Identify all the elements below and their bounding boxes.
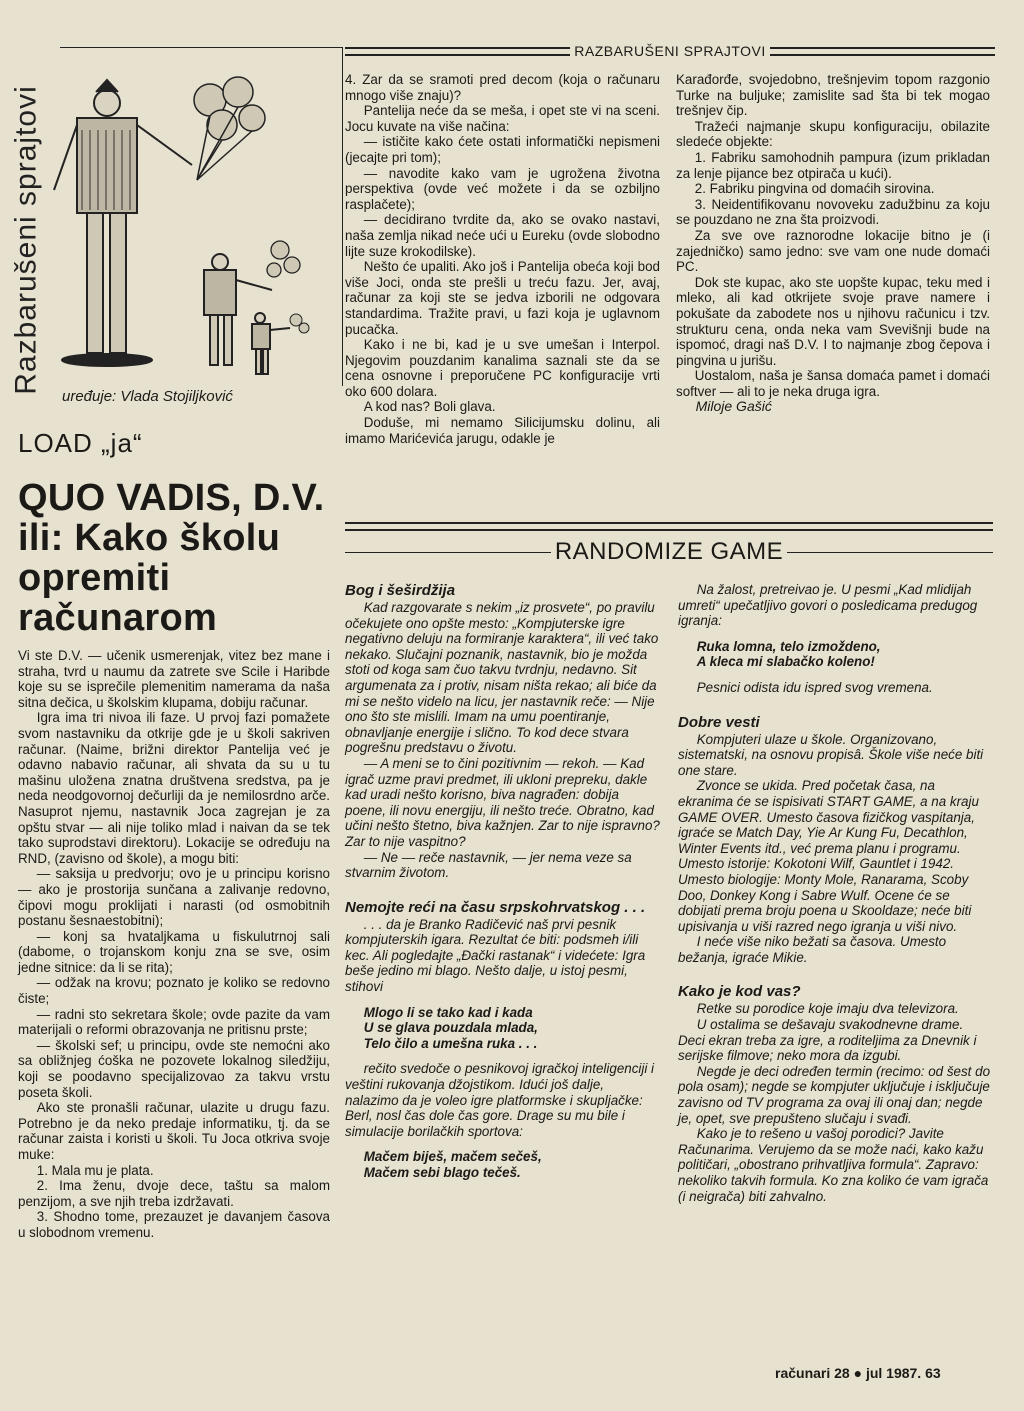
page-footer: računari 28 ● jul 1987. 63 (775, 1365, 941, 1381)
paragraph: Dok ste kupac, ako ste uopšte kupac, teku med i mleko, ali kad otkrijete svoje prave namere i pokušate da zabodete nos u njihovu računicu i tzv. strukturu cena, onda neka vam Svevišnji bude na ispomoć, dragi naš D.V. I to najmanje zbog čepova i pingvina u jurišu. (676, 274, 990, 368)
paragraph: Pantelija neće da se meša, i opet ste vi na sceni. Jocu kuvate na više načina: (345, 103, 660, 134)
paragraph: Retke su porodice koje imaju dva televizora. (696, 1001, 959, 1017)
column-title: LOAD „ja“ (18, 428, 143, 458)
paragraph: — ističite kako ćete ostati informatički nepismeni (jecajte pri tom); (345, 134, 660, 165)
paragraph: — A meni se to čini pozitivnim — rekoh. — Kad igrač uzme pravi predmet, ili ukloni prepreku, dakle kad uradi nešto korisno, biva nagrađen: dobija poene, ili novu energiju, ili nešto treće. Obratno, kad učini nešto štetno, biva kažnjen. Zar to nije ispravno? Zar to nije vaspitno? (345, 755, 660, 849)
double-rule (345, 47, 570, 56)
subheading: Bog i šeširdžija (345, 582, 456, 599)
article-title (18, 478, 338, 638)
article-column-right (676, 72, 990, 415)
title-line: računarom (18, 597, 218, 639)
editor-credit: uređuje: Vlada Stojiljković (62, 388, 233, 405)
paragraph: Ako ste pronašli računar, ulazite u drugu fazu. Potrebno je da neko predaje informatiku, tj. da se računar zaista i koristi u školi. Tu Joca otkriva svoje muke: (18, 1100, 330, 1162)
poem-line: Mlogo li se tako kad i kada (363, 1004, 533, 1020)
paragraph: Pesnici odista idu ispred svog vremena. (696, 679, 933, 695)
poem-line: A kleca mi slabačko koleno! (696, 654, 875, 670)
poem-line: Telo čilo a umešna ruka . . . (363, 1035, 538, 1051)
paragraph: 2. Ima ženu, dvoje dece, taštu sa malom penzijom, a sve njih treba izdržavati. (18, 1178, 330, 1209)
randomize-column-right (678, 582, 990, 1204)
side-section-title: Razbarušeni sprajtovi (10, 85, 44, 395)
header-line (345, 552, 551, 553)
title-line: opremiti (18, 557, 171, 599)
poem-line: U se glava pouzdala mlada, (363, 1020, 538, 1036)
paragraph: A kod nas? Boli glava. (363, 399, 496, 415)
poem-line: Ruka lomna, telo izmoždeno, (696, 638, 881, 654)
article-column-left (18, 648, 330, 1241)
title-line: ili: Kako školu (18, 517, 281, 559)
paragraph: Negde je deci određen termin (recimo: od šest do pola osam); negde se kompjuter uključuje i isključuje zavisno od TV programa za ovaj ili onaj dan; negde je, opet, sve prepušteno slučaju i svađi. (678, 1063, 991, 1126)
subheading: Nemojte reći na času srpskohrvatskog . . . (345, 898, 646, 916)
paragraph: Vi ste D.V. — učenik usmerenjak, vitez bez mane i straha, tvrd u naumu da zatrete sve Scile i Haribde koje su se isprečile plemenitim namerama da naša sitna dečica, u školskim klupama, dobiju računar. (18, 648, 330, 710)
poem-line: Mačem biješ, mačem sečeš, (363, 1149, 542, 1165)
double-rule (770, 47, 995, 56)
paragraph: Kako i ne bi, kad je u sve umešan i Interpol. Njegovim pouzdanim kanalima saznali ste da se cena osnovne i preporučene PC konfiguracije vrti oko 600 dolara. (345, 337, 660, 399)
paragraph: 2. Fabriku pingvina od domaćih sirovina. (694, 181, 935, 197)
paragraph: Na žalost, pretreivao je. U pesmi „Kad mlidijah umreti“ upečatljivo govori o posledicama predugog igranja: (678, 582, 978, 629)
paragraph: — školski sef; u principu, ovde ste nemoćni ako sa obližnjeg ćoška ne pozovete lokalnog siledžiju, koji se poodavno specijalizovao za takvu vrstu poseta školi. (18, 1037, 330, 1100)
paragraph: — odžak na krovu; poznato je koliko se redovno čiste; (18, 975, 330, 1007)
paragraph: . . . da je Branko Radičević naš prvi pesnik kompjuterskih igara. Rezultat će biti: podsmeh i/ili kec. Ali pogledajte „Đački rastanak“ i videćete: Igra beše jedino mi blago. Nešto dalje, u istoj pesmi, stihovi (345, 916, 646, 995)
paragraph: 3. Neidentifikovanu novoveku zadužbinu za koju se pouzdano ne zna šta proizvodi. (676, 196, 990, 228)
header-line (787, 552, 993, 553)
randomize-column-left (345, 582, 660, 1181)
paragraph: — konj sa hvataljkama u fiskulutrnoj sali (dabome, o trojanskom konju zna se sve, osim jedne sitnice: da li se rita); (18, 928, 330, 975)
paragraph: Doduše, mi nemamo Silicijumsku dolinu, ali imamo Marićevića jarugu, odakle je (345, 415, 660, 446)
paragraph: U ostalima se dešavaju svakodnevne drame. Deci ekran treba za igre, a roditeljima za Dnevnik i serijske filmove; neko mora da izgubi. (678, 1017, 977, 1064)
author-signature: Miloje Gašić (695, 398, 772, 415)
paragraph: — navodite kako vam je ugrožena životna perspektiva (ovde već možete i da se ozbiljno rasplačete); (345, 165, 660, 212)
paragraph: — Ne — reče nastavnik, — jer nema veze sa stvarnim životom. (345, 849, 632, 881)
article-column-middle (345, 72, 660, 446)
paragraph: Zvonce se ukida. Pred početak časa, na ekranima će se ispisivati START GAME, a na kraju GAME OVER. Umesto časova fizičkog vaspitanja, igraće se Match Day, Yie Ar Kung Fu, Decathlon, Winter Events itd., već prema planu i programu. Umesto istorije: Kokotoni Wilf, Gauntlet i 1942. Umesto biologije: Monty Mole, Ranarama, Scoby Doo, Donkey Kong i Sabre Wulf. Ocene će se dobijati prema broju poena u Skooldaze; neće biti upisivanja u viši razred nego igranja u viši nivo. (678, 778, 979, 934)
paragraph: I neće više niko bežati sa časova. Umesto bežanja, igraće Mikie. (678, 934, 947, 965)
paragraph: 3. Shodno tome, prezauzet je davanjem časova u slobodnom vremenu. (18, 1209, 330, 1240)
sprite-people-illustration (52, 70, 322, 380)
paragraph: — decidirano tvrdite da, ako se ovako nastavi, naša zemlja nikad neće ući u Eureku (ovde slobodno lijte suze krokodilske). (345, 212, 660, 259)
subheading: Dobre vesti (678, 713, 760, 731)
subheading: Kako je kod vas? (678, 983, 801, 1001)
paragraph: rečito svedoče o pesnikovoj igračkoj inteligenciji i veštini rukovanja džojstikom. Idući još dalje, nalazimo da je voleo igre platformske i skupljačke: Berl, nosl čas dole čas gore. Drage su mu bile i simulacije borilačkih sportova: (345, 1061, 655, 1139)
paragraph: 1. Mala mu je plata. (36, 1162, 154, 1178)
section-header: RAZBARUŠENI SPRAJTOVI (345, 42, 995, 60)
paragraph: Nešto će upaliti. Ako još i Pantelija obeća koji bod više Joci, onda ste prešli u treću fazu. Jer, avaj, računar za koji ste se jedva izborili ne odgovara standardima. Tražite pravi, u fazi koja je uglavnom pucačka. (345, 259, 660, 337)
title-line: QUO VADIS, D.V. (18, 477, 325, 519)
paragraph: Za sve ove raznorodne lokacije bitno je (i zajedničko) samo jedno: sve vam one nude domaći PC. (676, 227, 990, 275)
paragraph: — radni sto sekretara škole; ovde pazite da vam materijali o reformi obrazovanja ne pritisnu prste; (18, 1006, 330, 1038)
paragraph: 1. Fabriku samohodnih pampura (izum prikladan za lenje pijance bez otpirača u kući). (676, 149, 990, 181)
paragraph: — saksija u predvorju; ovo je u principu korisno — ako je prostorija sunčana a zalivanje redovno, čipovi mogu proklijati i narasti (od osmobitnih postanu šesnaestobitni); (18, 866, 330, 929)
randomize-game-header: RANDOMIZE GAME (345, 538, 993, 566)
paragraph: Tražeći najmanje skupu konfiguraciju, obilazite sledeće objekte: (676, 118, 990, 150)
paragraph: 4. Zar da se sramoti pred decom (koja o računaru mnogo više znaju)? (345, 72, 660, 103)
double-rule (345, 522, 993, 531)
paragraph: Kad razgovarate s nekim „iz prosvete“, po pravilu očekujete ono opšte mesto: „Kompjuterske igre negativno deluju na formiranje karaktera“, ili već tako nekako. Slučajni poznanik, nastavnik, bio je možda stoti od koga sam čuo takvu tvrdnju, nedavno. Sit argumenata za i protiv, nisam ništa rekao; ali biće da mi se nešto videlo na licu, jer nastavnik reče: — Nije ono što ste mislili. Imam na umu poentiranje, obnavljanje energije i slično. To kod dece stvara pogrešnu predstavu o životu. (345, 600, 659, 756)
paragraph: Karađorđe, svojedobno, trešnjevim topom razgonio Turke na buljuke; zamislite sad šta bi tek mogao trešnjev čip. (676, 72, 990, 119)
paragraph: Igra ima tri nivoa ili faze. U prvoj fazi pomažete svom nastavniku da otkrije gde je u školi sakriven računar. (Naime, brižni direktor Pantelija već je odavno nabavio računar, ali shvata da su u tu mašinu uložena znatna društvena sredstva, pa je neda neodgovornoj dečurliji da je nemilosrdno arče. Nasuprot njemu, nastavnik Joca zagrejan je za opštu stvar — ali nije toliko mlad i naivan da se tek tako suprodstavi direktoru). Lokacije se određuju na RND, (zavisno od škole), a mogu biti: (18, 710, 330, 866)
paragraph: Kompjuteri ulaze u škole. Organizovano, sistematski, na osnovu propisâ. Škole više neće biti one stare. (678, 731, 984, 778)
paragraph: Uostalom, naša je šansa domaća pamet i domaći softver — ali to je neka druga igra. (676, 368, 990, 399)
paragraph: Kako je to rešeno u vašoj porodici? Javite Računarima. Verujemo da se može naći, kako kažu političari, „obostrano prihvatljiva formula“. Zapravo: nekoliko takvih formula. Ko zna koliko će vam igrača (i neigrača) biti zahvalno. (678, 1126, 989, 1204)
poem-line: Mačem sebi blago tečeš. (363, 1165, 521, 1180)
